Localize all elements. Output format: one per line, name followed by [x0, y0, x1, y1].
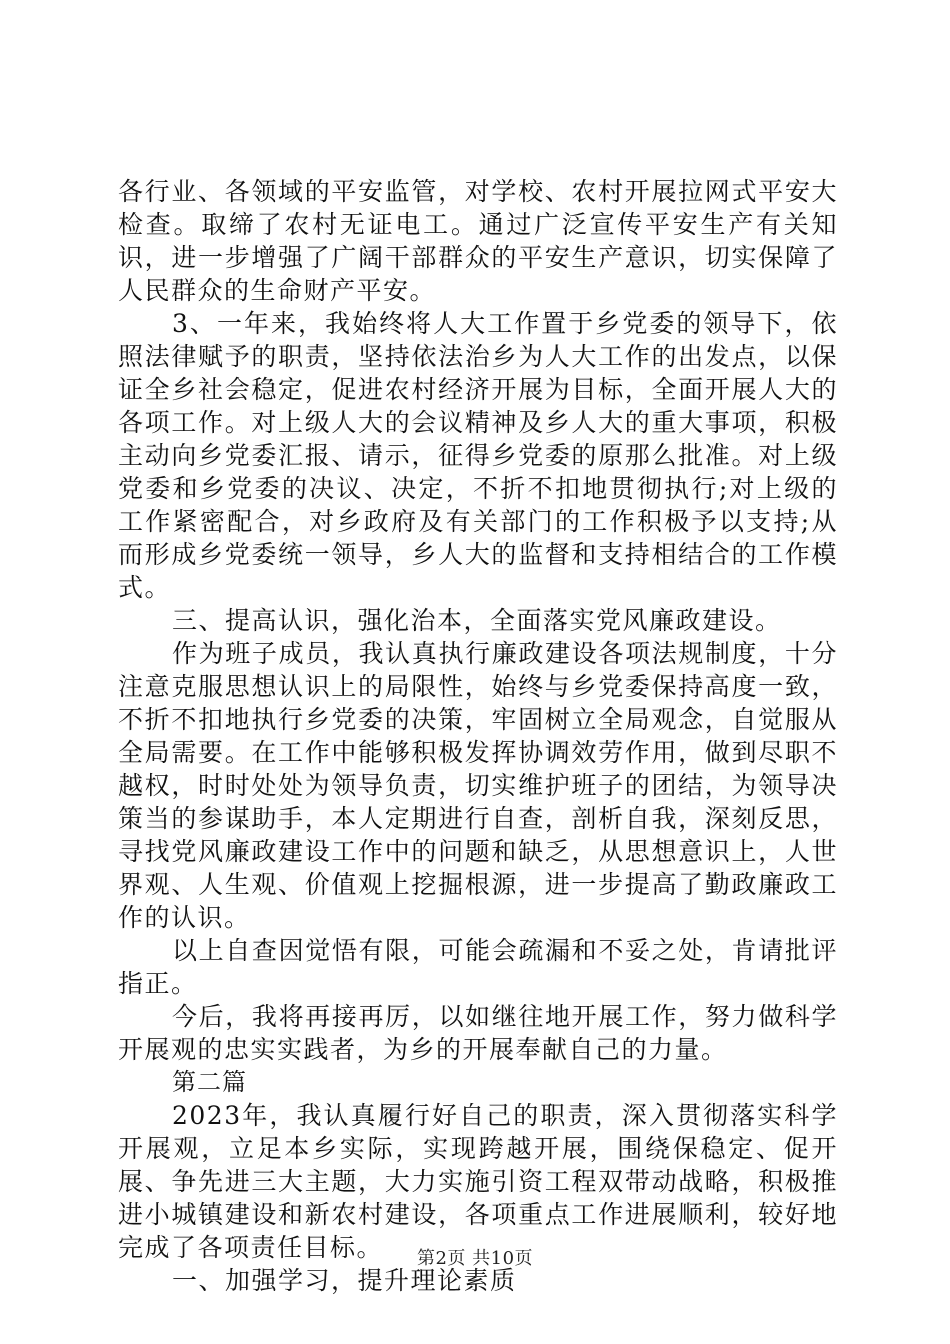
document-body — [118, 175, 838, 1297]
paragraph-safety-supervision: 各行业、各领域的平安监管，对学校、农村开展拉网式平安大检查。取缔了农村无证电工。通过广泛宣传平安生产有关知识，进一步增强了广阔干部群众的平安生产意识，切实保障了人民群众的生命财产平安。 — [118, 177, 838, 305]
paragraph-self-check-summary: 以上自查因觉悟有限，可能会疏漏和不妥之处，肯请批评指正。 — [118, 936, 838, 998]
paragraph-study-heading: 一、加强学习，提升理论素质 — [172, 1266, 517, 1295]
section-title: 第二篇 — [172, 1068, 247, 1096]
paragraph-section-three-heading: 三、提高认识，强化治本，全面落实党风廉政建设。 — [172, 606, 782, 635]
paragraph-future-outlook: 今后，我将再接再厉，以如继往地开展工作，努力做科学开展观的忠实实践者，为乡的开展奉献自己的力量。 — [118, 1002, 838, 1064]
paragraph-people-congress-work: 3、一年来，我始终将人大工作置于乡党委的领导下，依照法律赋予的职责，坚持依法治乡为人大工作的出发点，以保证全乡社会稳定，促进农村经济开展为目标，全面开展人大的各项工作。对上级人大的会议精神及乡人大的重大事项，积极主动向乡党委汇报、请示，征得乡党委的原那么批准。对上级党委和乡党委的决议、决定，不折不扣地贯彻执行;对上级的工作紧密配合，对乡政府及有关部门的工作积极予以支持;从而形成乡党委统一领导，乡人大的监督和支持相结合的工作模式。 — [118, 309, 838, 602]
paragraph-2023-overview: 2023年，我认真履行好自己的职责，深入贯彻落实科学开展观，立足本乡实际，实现跨越开展，围绕保稳定、促开展、争先进三大主题，大力实施引资工程双带动战略，积极推进小城镇建设和新农村建设，各项重点工作进展顺利，较好地完成了各项责任目标。 — [118, 1101, 838, 1262]
paragraph-integrity-construction: 作为班子成员，我认真执行廉政建设各项法规制度，十分注意克服思想认识上的局限性，始终与乡党委保持高度一致，不折不扣地执行乡党委的决策，牢固树立全局观念，自觉服从全局需要。在工作中能够积极发挥协调效劳作用，做到尽职不越权，时时处处为领导负责，切实维护班子的团结，为领导决策当的参谋助手，本人定期进行自查，剖析自我，深刻反思，寻找党风廉政建设工作中的问题和缺乏，从思想意识上，人世界观、人生观、价值观上挖掘根源，进一步提高了勤政廉政工作的认识。 — [118, 639, 838, 932]
page-number-footer: 第2页 共10页 — [416, 1248, 534, 1269]
